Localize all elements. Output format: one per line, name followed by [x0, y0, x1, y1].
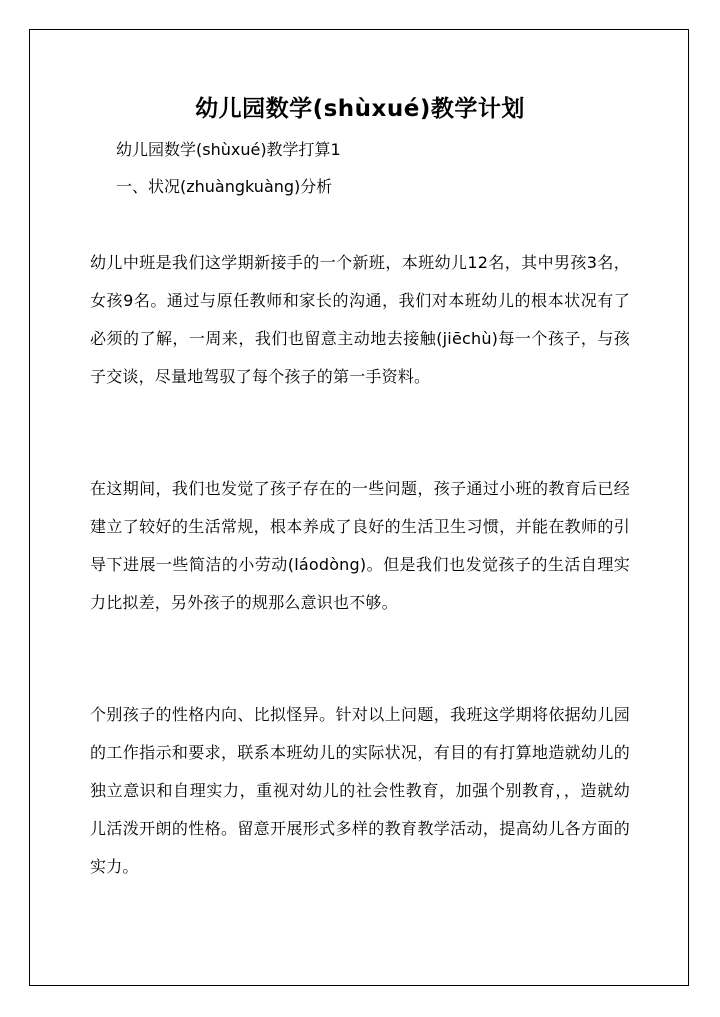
- paragraph-2: 在这期间，我们也发觉了孩子存在的一些问题，孩子通过小班的教育后已经建立了较好的生活常规，根本养成了良好的生活卫生习惯，并能在教师的引导下进展一些简洁的小劳动(láodòng)。但是我们也发觉孩子的生活自理实力比拟差，另外孩子的规那么意识也不够。: [90, 479, 630, 612]
- paragraph-1: 幼儿中班是我们这学期新接手的一个新班，本班幼儿12名，其中男孩3名，女孩9名。通过与原任教师和家长的沟通，我们对本班幼儿的根本状况有了必须的了解，一周来，我们也留意主动地去接触(jiēchù)每一个孩子，与孩子交谈，尽量地驾驭了每个孩子的第一手资料。: [90, 253, 630, 386]
- paragraph-3: 个别孩子的性格内向、比拟怪异。针对以上问题，我班这学期将依据幼儿园的工作指示和要求，联系本班幼儿的实际状况，有目的有打算地造就幼儿的独立意识和自理实力，重视对幼儿的社会性教育，加强个别教育，，造就幼儿活泼开朗的性格。留意开展形式多样的教育教学活动，提高幼儿各方面的实力。: [90, 705, 630, 876]
- document-title: 幼儿园数学(shùxué)教学计划: [195, 96, 525, 122]
- section-heading: 一、状况(zhuàngkuàng)分析: [116, 177, 333, 196]
- document-subtitle: 幼儿园数学(shùxué)教学打算1: [116, 140, 341, 159]
